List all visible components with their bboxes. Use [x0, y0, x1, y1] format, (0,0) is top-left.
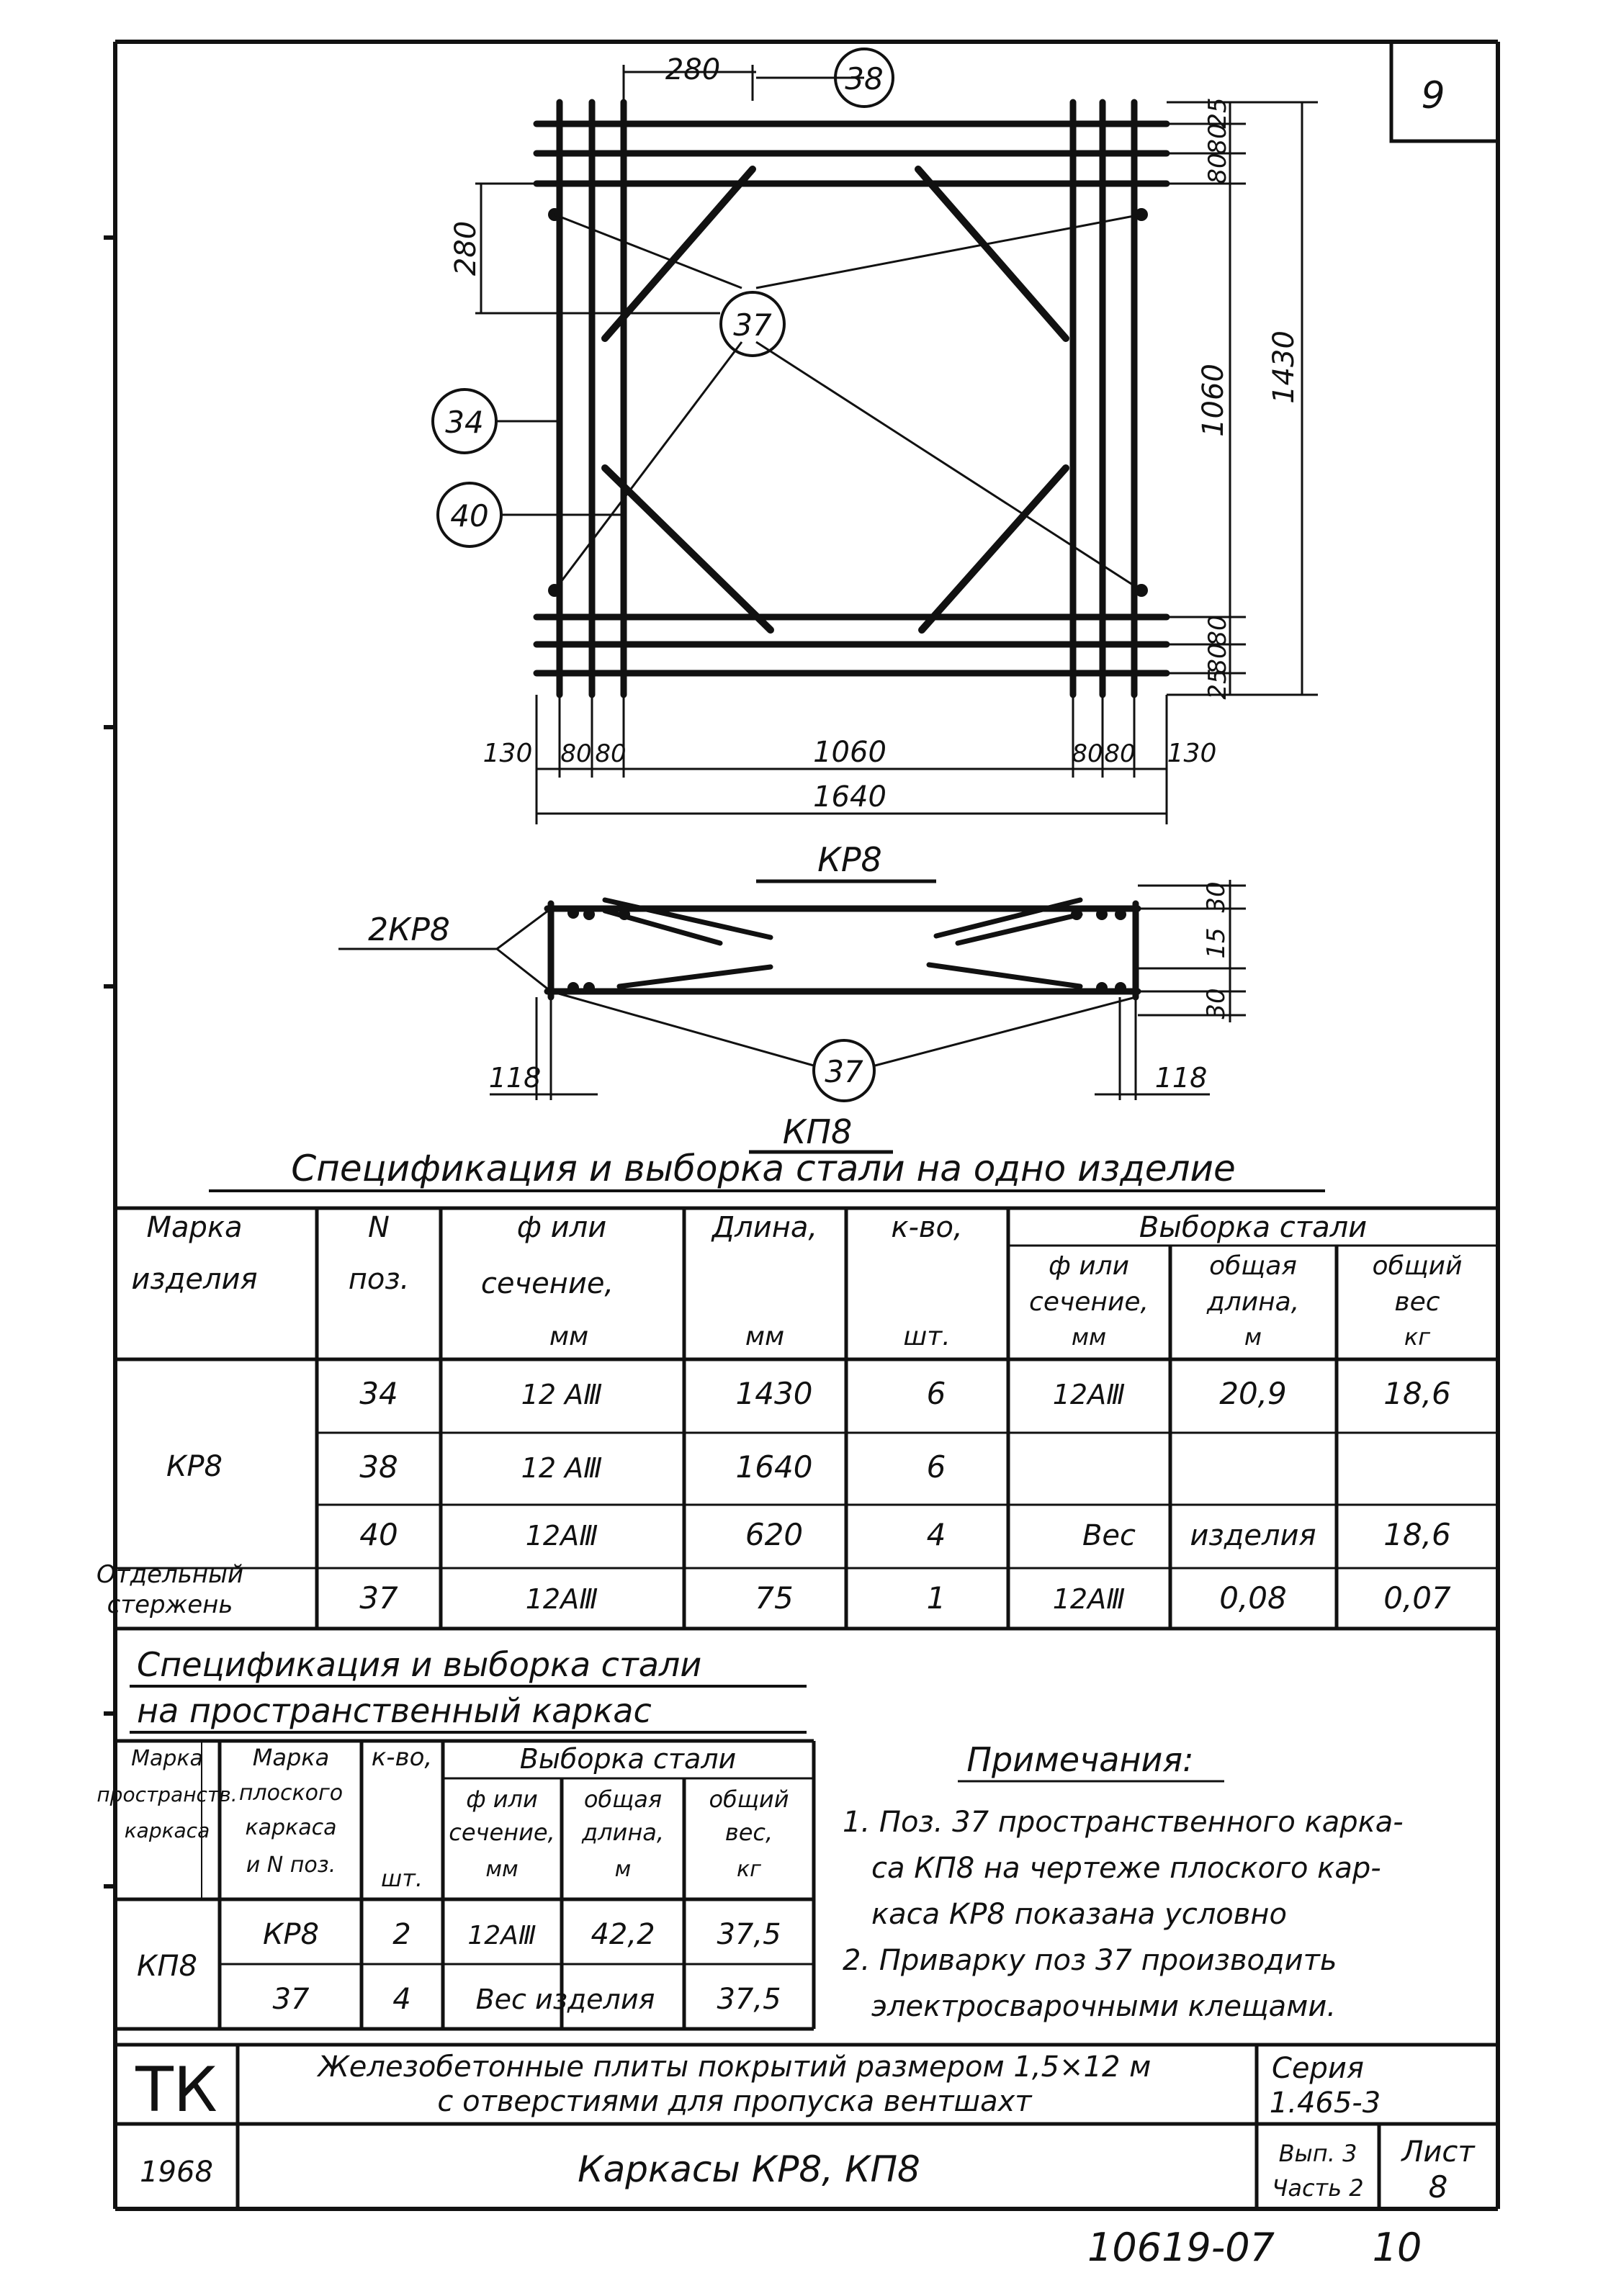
svg-text:80: 80	[1203, 153, 1232, 184]
svg-text:6: 6	[926, 1376, 946, 1411]
table2-title-2: на пространственный каркас	[137, 1691, 652, 1730]
dim-top-value: 280	[665, 53, 721, 86]
svg-text:стержень: стержень	[107, 1590, 233, 1619]
sheet-value: 8	[1428, 2169, 1448, 2205]
svg-text:37,5: 37,5	[717, 1918, 781, 1951]
svg-text:80: 80	[560, 739, 592, 768]
svg-text:пространств.: пространств.	[96, 1783, 238, 1806]
plan-kr8	[433, 49, 1318, 881]
svg-text:20,9: 20,9	[1219, 1376, 1287, 1411]
svg-text:поз.: поз.	[348, 1263, 410, 1296]
callout-37	[721, 292, 784, 356]
svg-text:12АⅢ: 12АⅢ	[467, 1921, 537, 1950]
svg-text:1640: 1640	[735, 1449, 813, 1485]
svg-text:37: 37	[359, 1580, 398, 1616]
svg-text:12АⅢ: 12АⅢ	[525, 1520, 598, 1552]
svg-text:Марка: Марка	[146, 1211, 243, 1244]
series-label: Серия	[1272, 2052, 1364, 2085]
svg-text:Длина,: Длина,	[712, 1211, 818, 1244]
svg-text:к-во,: к-во,	[891, 1211, 963, 1244]
spec-table-2	[96, 1645, 814, 2029]
diagonal-bars-40	[605, 169, 1066, 630]
table1-row	[359, 1449, 946, 1485]
svg-text:кг: кг	[737, 1857, 761, 1882]
project-title-2: с отверстиями для пропуска вентшахт	[437, 2085, 1032, 2118]
plan-caption: КР8	[817, 840, 882, 879]
section-label: 2КР8	[368, 911, 450, 948]
svg-text:30: 30	[1202, 881, 1231, 913]
svg-text:сечение,: сечение,	[480, 1267, 614, 1300]
svg-text:1430: 1430	[735, 1376, 813, 1411]
svg-text:4: 4	[926, 1517, 946, 1552]
svg-text:мм: мм	[485, 1857, 519, 1882]
svg-text:80: 80	[1072, 739, 1103, 768]
section-kp8	[338, 880, 1246, 1152]
svg-text:118: 118	[488, 1062, 542, 1094]
svg-text:ф или: ф или	[516, 1211, 607, 1244]
svg-text:м: м	[614, 1857, 632, 1882]
svg-text:38: 38	[359, 1449, 398, 1485]
svg-text:130: 130	[1167, 739, 1217, 768]
issue: Вып. 3	[1278, 2140, 1357, 2167]
dim-overall-height: 1430	[1267, 330, 1301, 404]
notes-title: Примечания:	[966, 1740, 1194, 1779]
callout-40	[438, 483, 501, 546]
svg-text:80: 80	[1203, 123, 1232, 155]
svg-text:вес: вес	[1394, 1287, 1440, 1317]
svg-text:37: 37	[733, 307, 772, 343]
svg-text:42,2: 42,2	[591, 1918, 655, 1951]
svg-text:12 АⅢ: 12 АⅢ	[521, 1452, 603, 1484]
svg-text:шт.: шт.	[380, 1865, 423, 1892]
svg-text:2: 2	[392, 1918, 411, 1951]
spec-table-1	[96, 1148, 1498, 1629]
table2-row	[273, 1983, 781, 2016]
svg-text:40: 40	[450, 498, 489, 534]
svg-text:вес,: вес,	[724, 1819, 773, 1846]
svg-text:80: 80	[1203, 643, 1232, 675]
svg-text:КР8: КР8	[263, 1918, 319, 1951]
svg-text:мм: мм	[1071, 1323, 1107, 1351]
svg-text:общая: общая	[1209, 1251, 1297, 1281]
org-stamp: ТК	[135, 2054, 217, 2126]
project-title-1: Железобетонные плиты покрытий размером 1,5×12 м	[318, 2050, 1152, 2084]
svg-text:30: 30	[1202, 988, 1231, 1019]
svg-text:80: 80	[1104, 739, 1136, 768]
year: 1968	[140, 2156, 213, 2189]
svg-text:40: 40	[359, 1517, 398, 1552]
svg-text:Вес: Вес	[1082, 1519, 1136, 1552]
note-line: 1. Поз. 37 пространственного карка-	[843, 1806, 1404, 1839]
svg-text:общий: общий	[1372, 1251, 1463, 1281]
series-value: 1.465-3	[1269, 2086, 1381, 2120]
svg-text:25: 25	[1203, 668, 1232, 700]
dim-left-value: 280	[449, 220, 482, 276]
svg-text:Отдельный: Отдельный	[96, 1560, 243, 1589]
svg-text:25: 25	[1203, 97, 1232, 129]
note-line: электросварочными клещами.	[871, 1990, 1337, 2023]
svg-text:Марка: Марка	[252, 1744, 330, 1771]
svg-text:12АⅢ: 12АⅢ	[525, 1583, 598, 1615]
svg-text:0,08: 0,08	[1219, 1580, 1287, 1616]
section-caption: КП8	[782, 1112, 853, 1151]
svg-text:4: 4	[392, 1983, 411, 2016]
svg-text:к-во,: к-во,	[371, 1743, 433, 1772]
svg-text:каркаса: каркаса	[124, 1819, 210, 1842]
svg-text:118: 118	[1154, 1062, 1208, 1094]
table2-row	[263, 1918, 781, 1951]
svg-text:Марка: Марка	[131, 1746, 203, 1771]
notes	[843, 1740, 1404, 2023]
note-line: каса КР8 показана условно	[871, 1898, 1287, 1931]
svg-text:Вес изделия: Вес изделия	[475, 1984, 655, 2015]
svg-text:18,6: 18,6	[1383, 1517, 1451, 1552]
svg-text:34: 34	[359, 1376, 398, 1411]
svg-text:1: 1	[926, 1580, 946, 1616]
section-callout-37: 37	[825, 1054, 863, 1089]
svg-text:изделия: изделия	[131, 1263, 258, 1296]
table2-title-1: Спецификация и выборка стали	[137, 1645, 702, 1684]
table2-steel-header: Выборка стали	[519, 1743, 737, 1775]
svg-text:0,07: 0,07	[1383, 1580, 1451, 1616]
note-line: 2. Приварку поз 37 производить	[843, 1944, 1337, 1977]
vertical-bars-34	[560, 102, 1134, 695]
table1-title: Спецификация и выборка стали на одно изделие	[291, 1148, 1236, 1189]
svg-text:мм: мм	[549, 1322, 589, 1351]
title-block	[115, 2045, 1498, 2209]
svg-text:620: 620	[745, 1517, 804, 1552]
sheet-title: Каркасы КР8, КП8	[578, 2148, 920, 2190]
svg-text:12АⅢ: 12АⅢ	[1052, 1379, 1126, 1410]
svg-text:N: N	[368, 1211, 390, 1244]
svg-text:38: 38	[845, 61, 884, 96]
svg-text:м: м	[1244, 1323, 1262, 1351]
svg-text:15: 15	[1202, 927, 1231, 959]
svg-text:1060: 1060	[1197, 364, 1230, 437]
table1-row	[359, 1580, 1451, 1616]
svg-text:12АⅢ: 12АⅢ	[1052, 1583, 1126, 1615]
svg-text:34: 34	[445, 405, 484, 440]
svg-text:37,5: 37,5	[717, 1983, 781, 2016]
svg-text:и N поз.: и N поз.	[246, 1852, 336, 1878]
sheet-number: 9	[1421, 74, 1445, 117]
table1-row	[359, 1376, 1450, 1411]
svg-text:мм: мм	[745, 1322, 785, 1351]
svg-text:изделия: изделия	[1190, 1519, 1316, 1552]
svg-text:шт.: шт.	[903, 1322, 951, 1351]
svg-text:1060: 1060	[813, 736, 886, 769]
svg-text:общий: общий	[709, 1786, 789, 1813]
svg-text:сечение,: сечение,	[449, 1819, 555, 1846]
svg-text:сечение,: сечение,	[1029, 1287, 1149, 1317]
table1-steel-header: Выборка стали	[1139, 1211, 1368, 1244]
sheet-number-box	[1391, 42, 1498, 141]
svg-text:каркаса: каркаса	[245, 1815, 337, 1840]
svg-text:ф или: ф или	[1048, 1251, 1130, 1281]
svg-text:кг: кг	[1404, 1323, 1431, 1351]
svg-text:общая: общая	[583, 1786, 663, 1813]
svg-text:длина,: длина,	[1206, 1287, 1300, 1317]
svg-text:6: 6	[926, 1449, 946, 1485]
part: Часть 2	[1272, 2174, 1364, 2202]
svg-text:80: 80	[595, 739, 627, 768]
table1-mark-kr8: КР8	[166, 1450, 223, 1483]
svg-text:ф или: ф или	[466, 1786, 538, 1813]
inventory-number: 10619-07	[1087, 2225, 1275, 2270]
svg-text:18,6: 18,6	[1383, 1376, 1451, 1411]
svg-text:80: 80	[1203, 615, 1232, 647]
sheet-label: Лист	[1401, 2135, 1475, 2169]
svg-text:длина,: длина,	[581, 1819, 665, 1846]
svg-text:12 АⅢ: 12 АⅢ	[521, 1379, 603, 1410]
svg-text:плоского: плоского	[238, 1780, 344, 1806]
dim-overall-width: 1640	[813, 780, 886, 814]
svg-text:37: 37	[272, 1983, 310, 2016]
note-line: са КП8 на чертеже плоского кар-	[871, 1852, 1381, 1885]
section-diagonals	[605, 900, 1080, 986]
table2-mark: КП8	[137, 1950, 197, 1983]
svg-text:130: 130	[482, 739, 533, 768]
callout-34	[433, 390, 496, 453]
page-number: 10	[1372, 2225, 1422, 2270]
svg-text:75: 75	[755, 1580, 794, 1616]
table1-row	[359, 1517, 1450, 1552]
